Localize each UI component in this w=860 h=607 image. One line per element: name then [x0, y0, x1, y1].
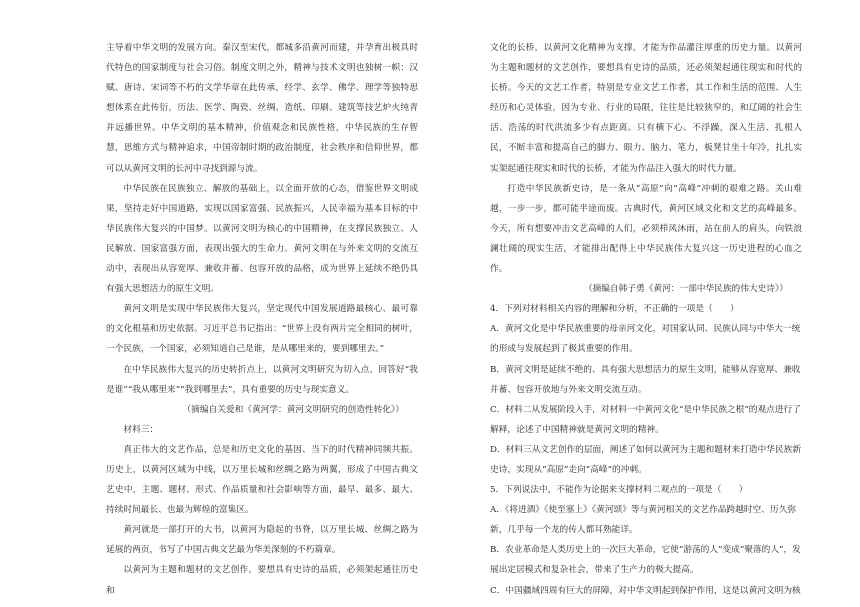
question-4-option-b[interactable]: B．黄河文明是延续不绝的、具有强大思想活力的原生文明，能够从容宽厚、兼收并蓄、包容开放地与外来文明交流互动。 [490, 364, 801, 395]
source-citation: （摘编自关爱和《黄河学：黄河文明研究的创造性转化》） [182, 404, 404, 415]
question-5: 5．下列说法中，不能作为论据来支撑材料二观点的一项是（ ） [490, 485, 748, 496]
question-5-option-c[interactable]: C．中国疆域四周有巨大的屏障，对中华文明起到保护作用，这是以黄河文明为核 [490, 585, 801, 596]
paragraph: 真正伟大的文艺作品，总是和历史文化的基因、当下的时代精神同频共振。历史上，以黄河区域为中线，以万里长城和丝绸之路为两翼，形成了中国古典文艺史中，主题、题材、形式、作品质量和社会影响等方面，最早、最多、最大、持续时间最长、也最为辉煌的富集区。 [106, 444, 418, 516]
question-4-option-d[interactable]: D．材料三从文艺创作的层面，阐述了如何以黄河为主题和题材来打造中华民族新史诗，实现从“高原”走向“高峰”的冲刺。 [490, 444, 802, 475]
material-heading: 材料三： [123, 424, 159, 435]
question-5-option-b[interactable]: B．农业革命是人类历史上的一次巨大革命，它使“游荡的人”变成“聚落的人”，发展出定居模式和复杂社会，带来了生产力的极大提高。 [490, 545, 801, 576]
paragraph: 主导着中华文明的发展方向。秦汉至宋代，都城多沿黄河而建，并孕育出极具时代特色的国家制度与社会习俗。制度文明之外，精神与技术文明也独树一帜：汉赋、唐诗、宋词等不朽的文学华章在此传承，经学、玄学、佛学、理学等独特思想体系在此传衍，历法、医学、陶瓷、丝绸、造纸、印刷、建筑等技艺炉火纯青并远播世界。中华文明的基本精神，价值观念和民族性格，中华民族的生存智慧，思维方式与精神追求，中国帝制时期的政治制度，社会秩序和信仰世界，都可以从黄河文明的长河中寻找到源与流。 [106, 43, 418, 174]
paragraph: 中华民族在民族独立、解放的基础上，以全面开放的心态，借鉴世界文明成果，坚持走好中国道路，实现以国家富强、民族振兴，人民幸福为基本目标的中华民族伟大复兴的中国梦。以黄河文明为核心的中国精神，在支撑民族独立、人民解放、国家富强方面，表现出强大的生命力。黄河文明在与外来文明的交流互动中，表现出从容宽厚、兼收并蓄、包容开放的品格，成为世界上延续不绝仍具有强大思想活力的原生文明。 [106, 183, 418, 295]
paragraph: 文化的长桥，以黄河文化精神为支撑，才能为作品灌注厚重的历史力量。以黄河为主题和题材的文艺创作，要想具有史诗的品质，还必须架起通往现实和时代的长桥。今天的文艺工作者，特别是专业文艺工作者，其工作和生活的范围、人生经历和心灵体验，因为专业、行业的局限，往往是比较狭窄的，和辽阔的社会生活、浩荡的时代洪流多少有点距离。只有横下心、不浮躁，深入生活、扎根人民，不断丰富和提高自己的脚力、眼力、脑力、笔力，板凳甘坐十年冷，扎扎实实架起通往现实和时代的长桥，才能为作品注入强大的时代力量。 [490, 43, 802, 174]
paragraph: 黄河文明是实现中华民族伟大复兴，坚定现代中国发展道路最核心、最可靠的文化根基和历史依据。习近平总书记指出：“世界上没有两片完全相同的树叶，一个民族，一个国家，必须知道自己是谁，是从哪里来的，要到哪里去。” [106, 304, 418, 355]
paragraph: 打造中华民族新史诗，是一条从“高原”向“高峰”冲刺的艰难之路。关山难越，一步一步，都可能半途而废。古典时代，黄河区域文化和文艺的高峰最多。今天，所有想要冲击文艺高峰的人们，必须栉风沐雨，站在前人的肩头，向铁浪澜壮阔的现实生活，才能排出配得上中华民族伟大复兴这一历史进程的心血之作。 [490, 183, 802, 275]
paragraph: 以黄河为主题和题材的文艺创作，要想具有史诗的品质，必须架起通往历史和 [106, 565, 418, 596]
question-4: 4．下列对材料相关内容的理解和分析，不正确的一项是（ ） [490, 304, 739, 315]
left-column [106, 38, 418, 601]
source-citation: （摘编自韩子勇《黄河：一部中华民族的伟大史诗》） [583, 284, 788, 295]
question-5-option-a[interactable]: A．《将进酒》《使至塞上》《黄河颂》等与黄河相关的文艺作品跨越时空、历久弥新，几乎每一个龙的传人都耳熟能详。 [490, 505, 796, 536]
question-4-option-c[interactable]: C．材料二从发展阶段入手，对材料一中黄河文化“是中华民族之根”的观点进行了解释，论述了中国精神就是黄河文明的精神。 [490, 404, 801, 435]
column-divider [453, 30, 454, 590]
paragraph: 在中华民族伟大复兴的历史转折点上，以黄河文明研究为切入点，回答好“我是谁”“我从哪里来”“我到哪里去”，具有重要的历史与现实意义。 [106, 364, 418, 395]
paragraph: 黄河就是一部打开的大书，以黄河为隐起的书脊，以万里长城、丝绸之路为延展的两页，书写了中国古典文艺最为华美深刻的不朽篇章。 [106, 525, 418, 556]
question-4-option-a[interactable]: A．黄河文化是中华民族重要的母亲河文化，对国家认同、民族认同与中华大一统的形成与发展起到了极其重要的作用。 [490, 324, 801, 355]
right-column [490, 38, 802, 601]
